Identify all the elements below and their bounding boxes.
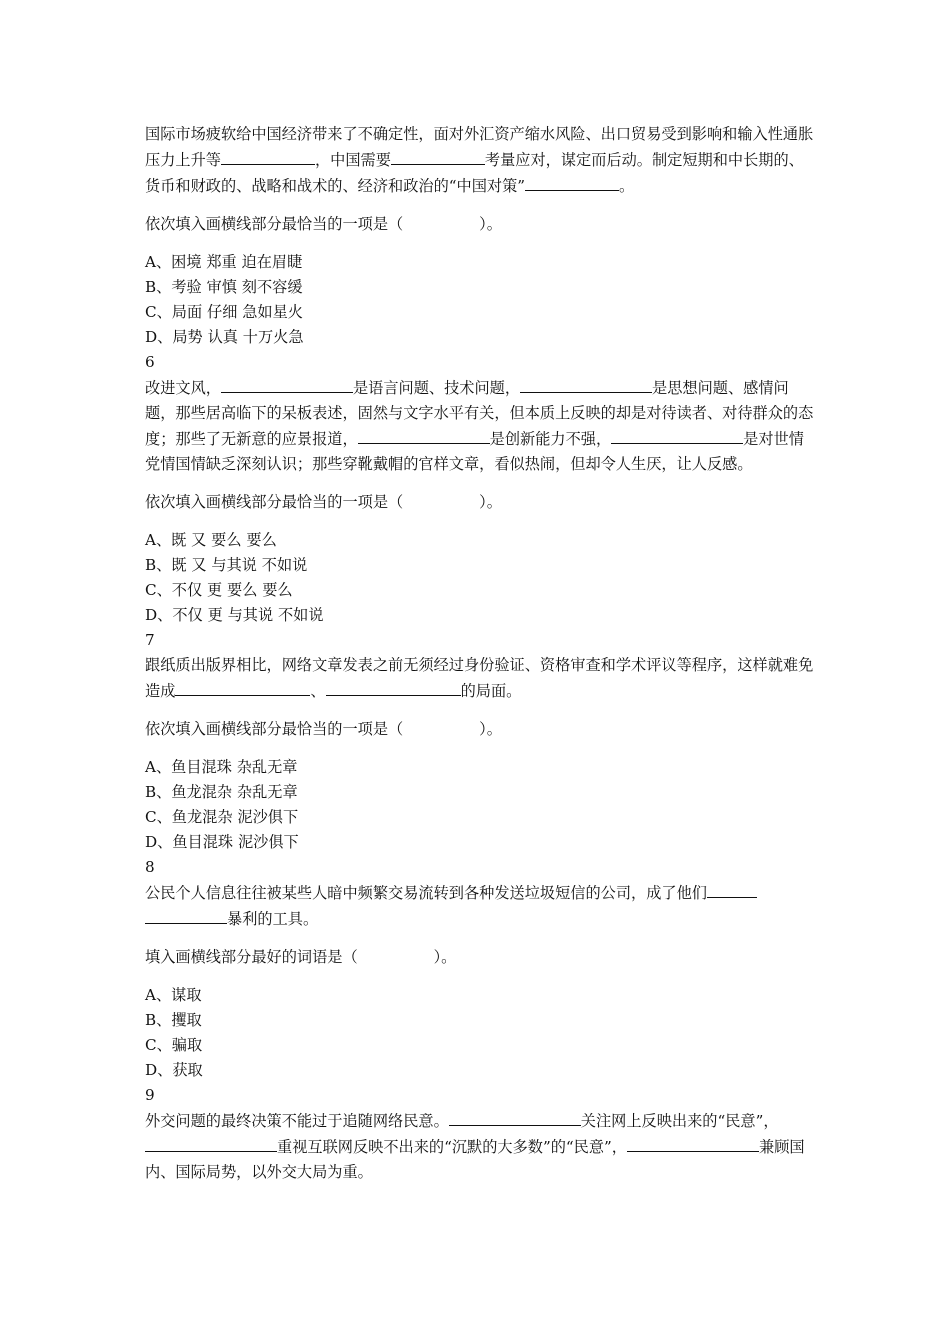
question-6-option-d: D、不仅 更 与其说 不如说 xyxy=(145,606,324,624)
question-9-number: 9 xyxy=(145,1086,155,1104)
answer-blank xyxy=(145,906,227,924)
passage-text: 重视互联网反映不出来的“沉默的大多数”的“民意”， xyxy=(277,1138,627,1156)
question-7-option-d: D、鱼目混珠 泥沙俱下 xyxy=(145,833,299,851)
answer-blank xyxy=(611,426,743,444)
question-8-option-c: C、骗取 xyxy=(145,1036,203,1054)
question-5-option-b: B、考验 审慎 刻不容缓 xyxy=(145,278,303,296)
passage-text: 是语言问题、技术问题， xyxy=(352,379,520,397)
question-6-option-c: C、不仅 更 要么 要么 xyxy=(145,581,293,599)
question-5-passage xyxy=(145,122,817,199)
answer-blank xyxy=(358,426,490,444)
question-7-prompt: 依次填入画横线部分最恰当的一项是（ ）。 xyxy=(145,720,502,738)
question-6-passage xyxy=(145,375,817,477)
passage-text: 是对世情党情国情缺乏深刻认识；那些穿靴戴帽的官样文章，看似热闹，但却令人生厌，让人反感。 xyxy=(145,430,804,473)
question-7-passage xyxy=(145,653,817,704)
passage-text: 是创新能力不强， xyxy=(489,430,612,448)
passage-text: 改进文风， xyxy=(145,379,221,397)
question-8-option-a: A、谋取 xyxy=(145,986,202,1004)
passage-text: 的局面。 xyxy=(460,682,522,700)
passage-text: 外交问题的最终决策不能过于追随网络民意。 xyxy=(145,1112,449,1130)
question-5-option-a: A、困境 郑重 迫在眉睫 xyxy=(145,253,303,271)
question-8-option-b: B、攫取 xyxy=(145,1011,202,1029)
question-6-option-a: A、既 又 要么 要么 xyxy=(145,531,277,549)
passage-text: 考量应对，谋定而后动。制定短期和中长期的、货币和财政的、战略和战术的、经济和政治的“中国对策” xyxy=(145,151,804,195)
passage-text: 是思想问题、感情问题，那些居高临下的呆板表述，固然与文字水平有关，但本质上反映的却是对待读者、对待群众的态度；那些了无新意的应景报道， xyxy=(145,379,814,448)
passage-text: 跟纸质出版界相比，网络文章发表之前无须经过身份验证、资格审查和学术评议等程序，这样就难免造成 xyxy=(145,656,814,700)
passage-text: ，中国需要 xyxy=(314,151,391,169)
question-5-prompt: 依次填入画横线部分最恰当的一项是（ ）。 xyxy=(145,215,502,233)
question-9-passage xyxy=(145,1108,817,1185)
passage-text: 。 xyxy=(619,177,635,195)
passage-text: 公民个人信息往往被某些人暗中频繁交易流转到各种发送垃圾短信的公司，成了他们 xyxy=(145,884,707,902)
answer-blank xyxy=(175,678,310,696)
document-page xyxy=(145,122,817,1185)
passage-text: 、 xyxy=(310,682,326,700)
answer-blank xyxy=(221,375,353,393)
passage-text: 国际市场疲软给中国经济带来了不确定性，面对外汇资产缩水风险、出口贸易受到影响和输入性通胀压力上升等 xyxy=(145,125,814,169)
answer-blank xyxy=(707,880,757,898)
question-6-number: 6 xyxy=(145,353,155,371)
answer-blank xyxy=(145,1134,277,1152)
answer-blank xyxy=(520,375,652,393)
question-8-option-d: D、获取 xyxy=(145,1061,203,1079)
question-5-option-d: D、局势 认真 十万火急 xyxy=(145,328,304,346)
question-7-option-c: C、鱼龙混杂 泥沙俱下 xyxy=(145,808,299,826)
question-6-prompt: 依次填入画横线部分最恰当的一项是（ ）。 xyxy=(145,493,502,511)
answer-blank xyxy=(525,173,619,191)
answer-blank xyxy=(449,1108,581,1126)
question-6-option-b: B、既 又 与其说 不如说 xyxy=(145,556,308,574)
question-7-number: 7 xyxy=(145,631,155,649)
question-7-option-b: B、鱼龙混杂 杂乱无章 xyxy=(145,783,298,801)
question-8-passage xyxy=(145,880,817,932)
passage-text: 暴利的工具。 xyxy=(227,910,319,928)
answer-blank xyxy=(326,678,461,696)
answer-blank xyxy=(221,147,315,165)
question-8-prompt: 填入画横线部分最好的词语是（ ）。 xyxy=(145,948,457,966)
passage-text: 兼顾国内、国际局势，以外交大局为重。 xyxy=(145,1138,805,1181)
answer-blank xyxy=(391,147,485,165)
question-7-option-a: A、鱼目混珠 杂乱无章 xyxy=(145,758,298,776)
question-5-option-c: C、局面 仔细 急如星火 xyxy=(145,303,303,321)
passage-text: 关注网上反映出来的“民意”， xyxy=(580,1112,779,1130)
question-8-number: 8 xyxy=(145,858,155,876)
answer-blank xyxy=(627,1134,759,1152)
